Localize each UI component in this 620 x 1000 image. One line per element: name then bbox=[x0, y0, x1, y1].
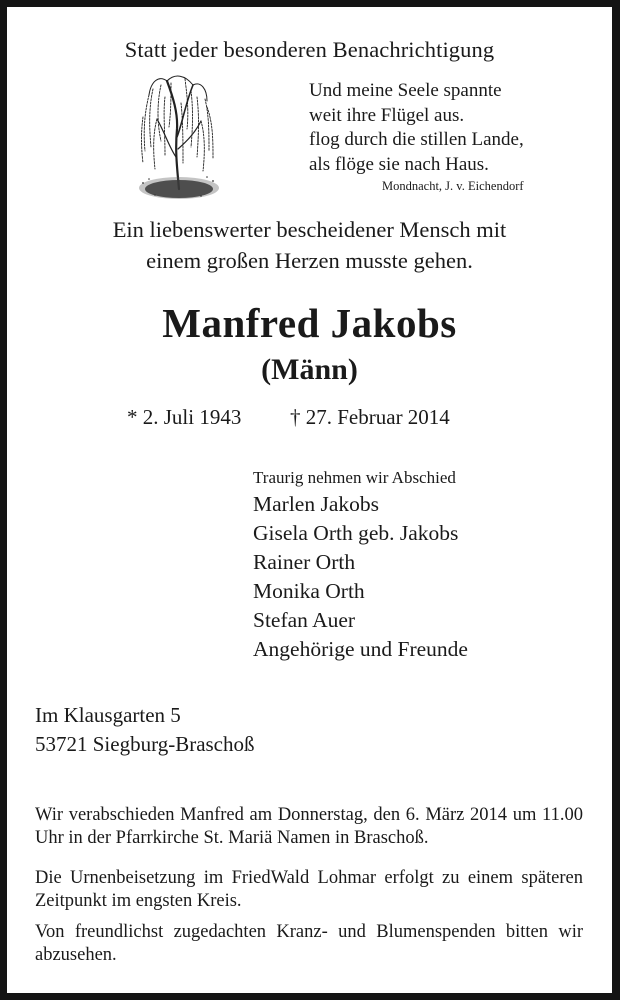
burial-paragraph: Die Urnenbeisetzung im FriedWald Lohmar erfolgt zu einem späteren Zeitpunkt im engsten Kreis. bbox=[35, 868, 583, 911]
address-city: 53721 Siegburg-Braschoß bbox=[35, 732, 255, 756]
mourner-name: Gisela Orth geb. Jakobs bbox=[253, 521, 459, 545]
poem-line: Und meine Seele spannte bbox=[309, 80, 502, 101]
poem-attribution: Mondnacht, J. v. Eichendorf bbox=[382, 179, 524, 193]
deceased-nickname: (Männ) bbox=[261, 353, 358, 386]
tagline-line: einem großen Herzen musste gehen. bbox=[146, 248, 473, 273]
poem-line: flog durch die stillen Lande, bbox=[309, 129, 524, 150]
mourner-name: Monika Orth bbox=[253, 579, 365, 603]
mourners-list bbox=[253, 465, 468, 664]
family-address bbox=[35, 701, 255, 759]
notice-header: Statt jeder besonderen Benachrichtigung bbox=[124, 37, 495, 62]
flowers-paragraph: Von freundlichst zugedachten Kranz- und Blumenspenden bitten wir abzusehen. bbox=[35, 922, 583, 965]
birth-date: * 2. Juli 1943 bbox=[127, 405, 242, 429]
mourner-name: Marlen Jakobs bbox=[253, 492, 379, 516]
tagline bbox=[7, 214, 612, 276]
poem-line: weit ihre Flügel aus. bbox=[309, 104, 465, 126]
mourner-name: Rainer Orth bbox=[253, 550, 356, 574]
tagline-line: Ein liebenswerter bescheidener Mensch mit bbox=[112, 217, 507, 242]
address-street: Im Klausgarten 5 bbox=[35, 703, 181, 727]
mourner-name: Angehörige und Freunde bbox=[253, 637, 468, 661]
weeping-tree-icon bbox=[135, 67, 219, 201]
mourner-name: Stefan Auer bbox=[253, 608, 356, 632]
poem bbox=[309, 79, 524, 177]
funeral-service-paragraph: Wir verabschieden Manfred am Donnerstag, den 6. März 2014 um 11.00 Uhr in der Pfarrkirche St. Mariä Namen in Braschoß. bbox=[35, 805, 583, 848]
death-date: † 27. Februar 2014 bbox=[290, 405, 450, 429]
obituary-notice bbox=[7, 7, 612, 993]
deceased-name: Manfred Jakobs bbox=[162, 300, 457, 346]
poem-line: als flöge sie nach Haus. bbox=[309, 153, 489, 175]
mourners-intro: Traurig nehmen wir Abschied bbox=[253, 468, 456, 487]
